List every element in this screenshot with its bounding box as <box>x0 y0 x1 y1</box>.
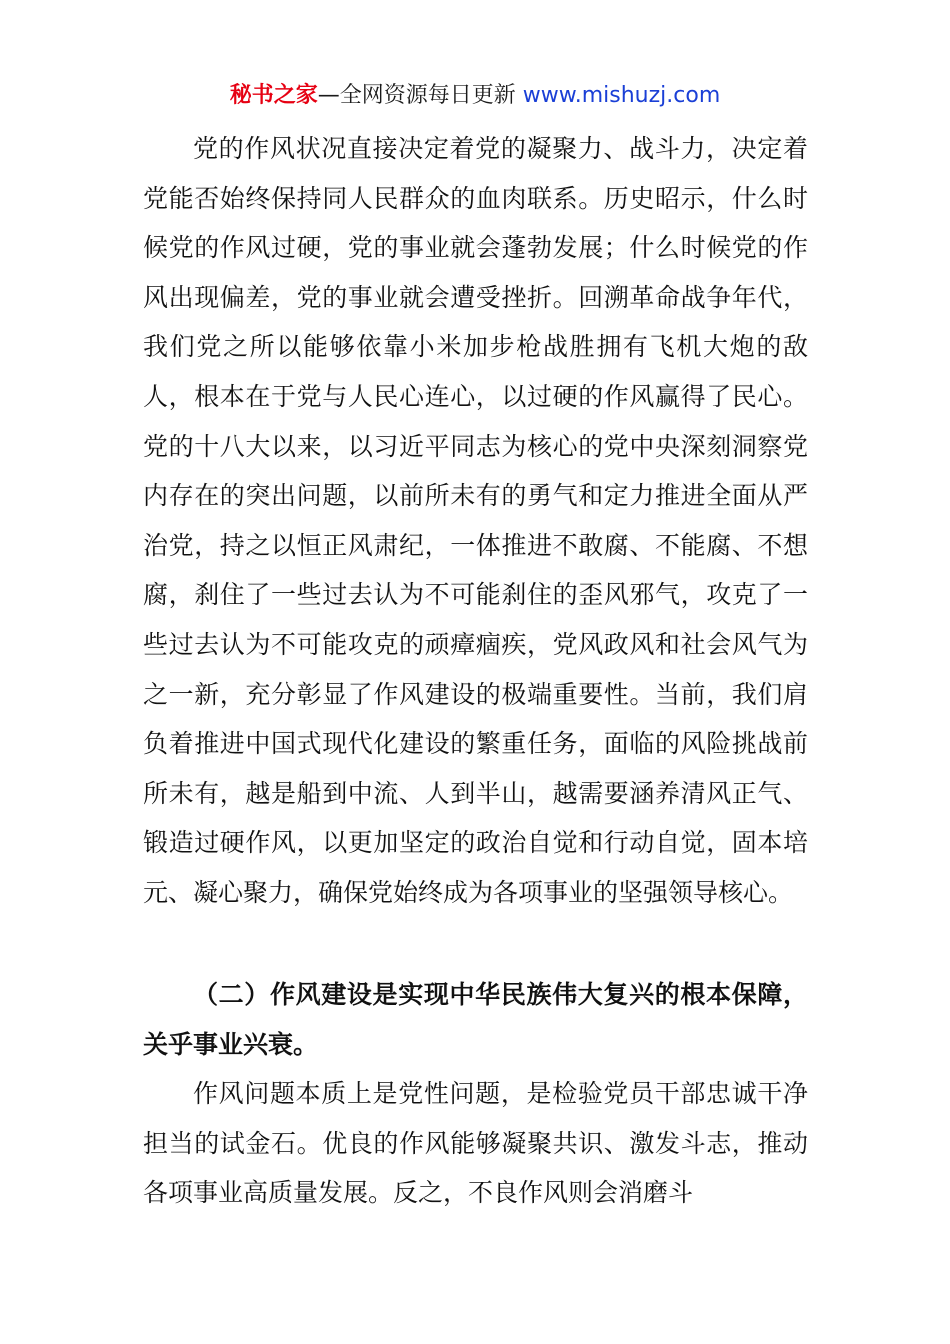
paragraph-text: 党的作风状况直接决定着党的凝聚力、战斗力，决定着党能否始终保持同人民群众的血肉联系。历史昭示，什么时候党的作风过硬，党的事业就会蓬勃发展；什么时候党的作风出现偏差，党的事业就会遭受挫折。回溯革命战争年代，我们党之所以能够依靠小米加步枪战胜拥有飞机大炮的敌人，根本在于党与人民心连心，以过硬的作风赢得了民心。党的十八大以来，以习近平同志为核心的党中央深刻洞察党内存在的突出问题，以前所未有的勇气和定力推进全面从严治党，持之以恒正风肃纪，一体推进不敢腐、不能腐、不想腐，刹住了一些过去认为不可能刹住的歪风邪气，攻克了一些过去认为不可能攻克的顽瘴痼疾，党风政风和社会风气为之一新，充分彰显了作风建设的极端重要性。当前，我们肩负着推进中国式现代化建设的繁重任务，面临的风险挑战前所未有，越是船到中流、人到半山，越需要涵养清风正气、锻造过硬作风，以更加坚定的政治自觉和行动自觉，固本培元、凝心聚力，确保党始终成为各项事业的坚强领导核心。 <box>143 134 808 907</box>
paragraph-text: 作风问题本质上是党性问题，是检验党员干部忠诚干净担当的试金石。优良的作风能够凝聚共识、激发斗志，推动各项事业高质量发展。反之，不良作风则会消磨斗 <box>143 1079 808 1208</box>
website-link[interactable]: www.mishuzj.com <box>522 83 721 108</box>
paragraph-3 <box>143 1069 808 1218</box>
header-tagline: —全网资源每日更新 <box>317 83 523 108</box>
section-heading <box>143 970 808 1069</box>
brand-name: 秘书之家 <box>229 83 318 108</box>
page-header <box>0 80 950 112</box>
paragraph-1 <box>143 124 808 918</box>
section-heading-text: （二）作风建设是实现中华民族伟大复兴的根本保障，关乎事业兴衰。 <box>143 980 808 1059</box>
